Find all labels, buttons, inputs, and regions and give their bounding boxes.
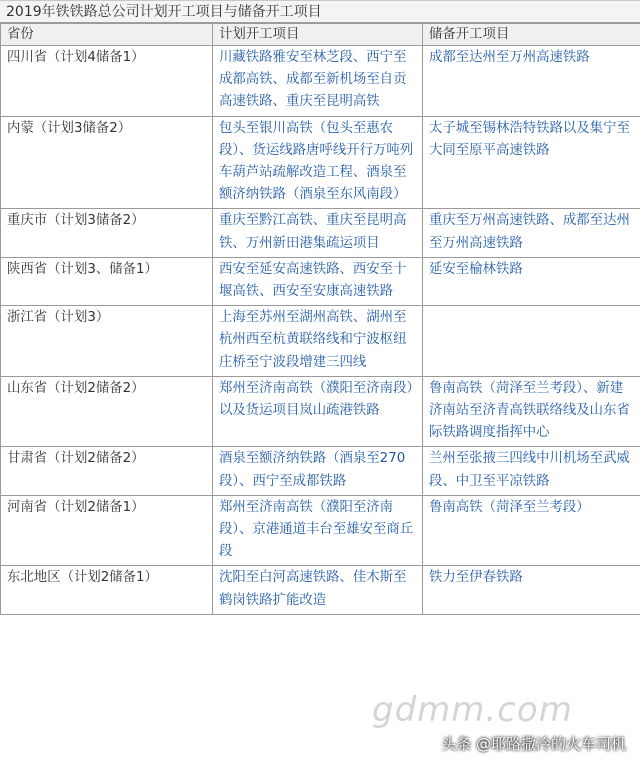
table-row bbox=[1, 447, 640, 495]
header-planned: 计划开工项目 bbox=[213, 24, 423, 46]
table-row bbox=[1, 209, 640, 257]
table-row bbox=[1, 306, 640, 377]
reserve-cell: 太子城至锡林浩特铁路以及集宁至大同至原平高速铁路 bbox=[423, 116, 640, 209]
table-row bbox=[1, 495, 640, 566]
province-cell: 重庆市（计划3储备2） bbox=[1, 209, 213, 257]
province-cell: 浙江省（计划3） bbox=[1, 306, 213, 377]
table-row bbox=[1, 46, 640, 117]
planned-cell: 郑州至济南高铁（濮阳至济南段）、京港通道丰台至雄安至商丘段 bbox=[213, 495, 423, 566]
reserve-cell: 延安至榆林铁路 bbox=[423, 257, 640, 305]
planned-cell: 重庆至黔江高铁、重庆至昆明高铁、万州新田港集疏运项目 bbox=[213, 209, 423, 257]
planned-cell: 包头至银川高铁（包头至惠农段）、货运线路唐呼线开行万吨列车葫芦站疏解改造工程、酒泉至额济纳铁路（酒泉至东风南段） bbox=[213, 116, 423, 209]
table-row bbox=[1, 566, 640, 614]
reserve-cell bbox=[423, 306, 640, 377]
planned-cell: 郑州至济南高铁（濮阳至济南段）以及货运项目岚山疏港铁路 bbox=[213, 376, 423, 447]
header-province: 省份 bbox=[1, 24, 213, 46]
province-cell: 四川省（计划4储备1） bbox=[1, 46, 213, 117]
province-cell: 内蒙（计划3储备2） bbox=[1, 116, 213, 209]
table-row bbox=[1, 116, 640, 209]
province-cell: 甘肃省（计划2储备2） bbox=[1, 447, 213, 495]
projects-table bbox=[0, 23, 640, 615]
table-title: 2019年铁铁路总公司计划开工项目与储备开工项目 bbox=[0, 0, 640, 23]
header-reserve: 储备开工项目 bbox=[423, 24, 640, 46]
reserve-cell: 兰州至张掖三四线中川机场至武威段、中卫至平凉铁路 bbox=[423, 447, 640, 495]
planned-cell: 酒泉至额济纳铁路（酒泉至270段）、西宁至成都铁路 bbox=[213, 447, 423, 495]
site-watermark: gdmm.com bbox=[372, 690, 573, 730]
reserve-cell: 鲁南高铁（菏泽至兰考段）、新建济南站至济青高铁联络线及山东省际铁路调度指挥中心 bbox=[423, 376, 640, 447]
reserve-cell: 成都至达州至万州高速铁路 bbox=[423, 46, 640, 117]
header-row bbox=[1, 24, 640, 46]
planned-cell: 川藏铁路雅安至林芝段、西宁至成都高铁、成都至新机场至自贡高速铁路、重庆至昆明高铁 bbox=[213, 46, 423, 117]
province-cell: 东北地区（计划2储备1） bbox=[1, 566, 213, 614]
reserve-cell: 鲁南高铁（菏泽至兰考段） bbox=[423, 495, 640, 566]
planned-cell: 上海至苏州至湖州高铁、湖州至杭州西至杭黄联络线和宁波枢纽庄桥至宁波段增建三四线 bbox=[213, 306, 423, 377]
table-row bbox=[1, 257, 640, 305]
province-cell: 陕西省（计划3、储备1） bbox=[1, 257, 213, 305]
planned-cell: 沈阳至白河高速铁路、佳木斯至鹤岗铁路扩能改造 bbox=[213, 566, 423, 614]
province-cell: 山东省（计划2储备2） bbox=[1, 376, 213, 447]
table-row bbox=[1, 376, 640, 447]
author-attribution: 头条 @耶路撒冷的火车司机 bbox=[441, 735, 626, 753]
province-cell: 河南省（计划2储备1） bbox=[1, 495, 213, 566]
reserve-cell: 铁力至伊春铁路 bbox=[423, 566, 640, 614]
reserve-cell: 重庆至万州高速铁路、成都至达州至万州高速铁路 bbox=[423, 209, 640, 257]
planned-cell: 西安至延安高速铁路、西安至十堰高铁、西安至安康高速铁路 bbox=[213, 257, 423, 305]
